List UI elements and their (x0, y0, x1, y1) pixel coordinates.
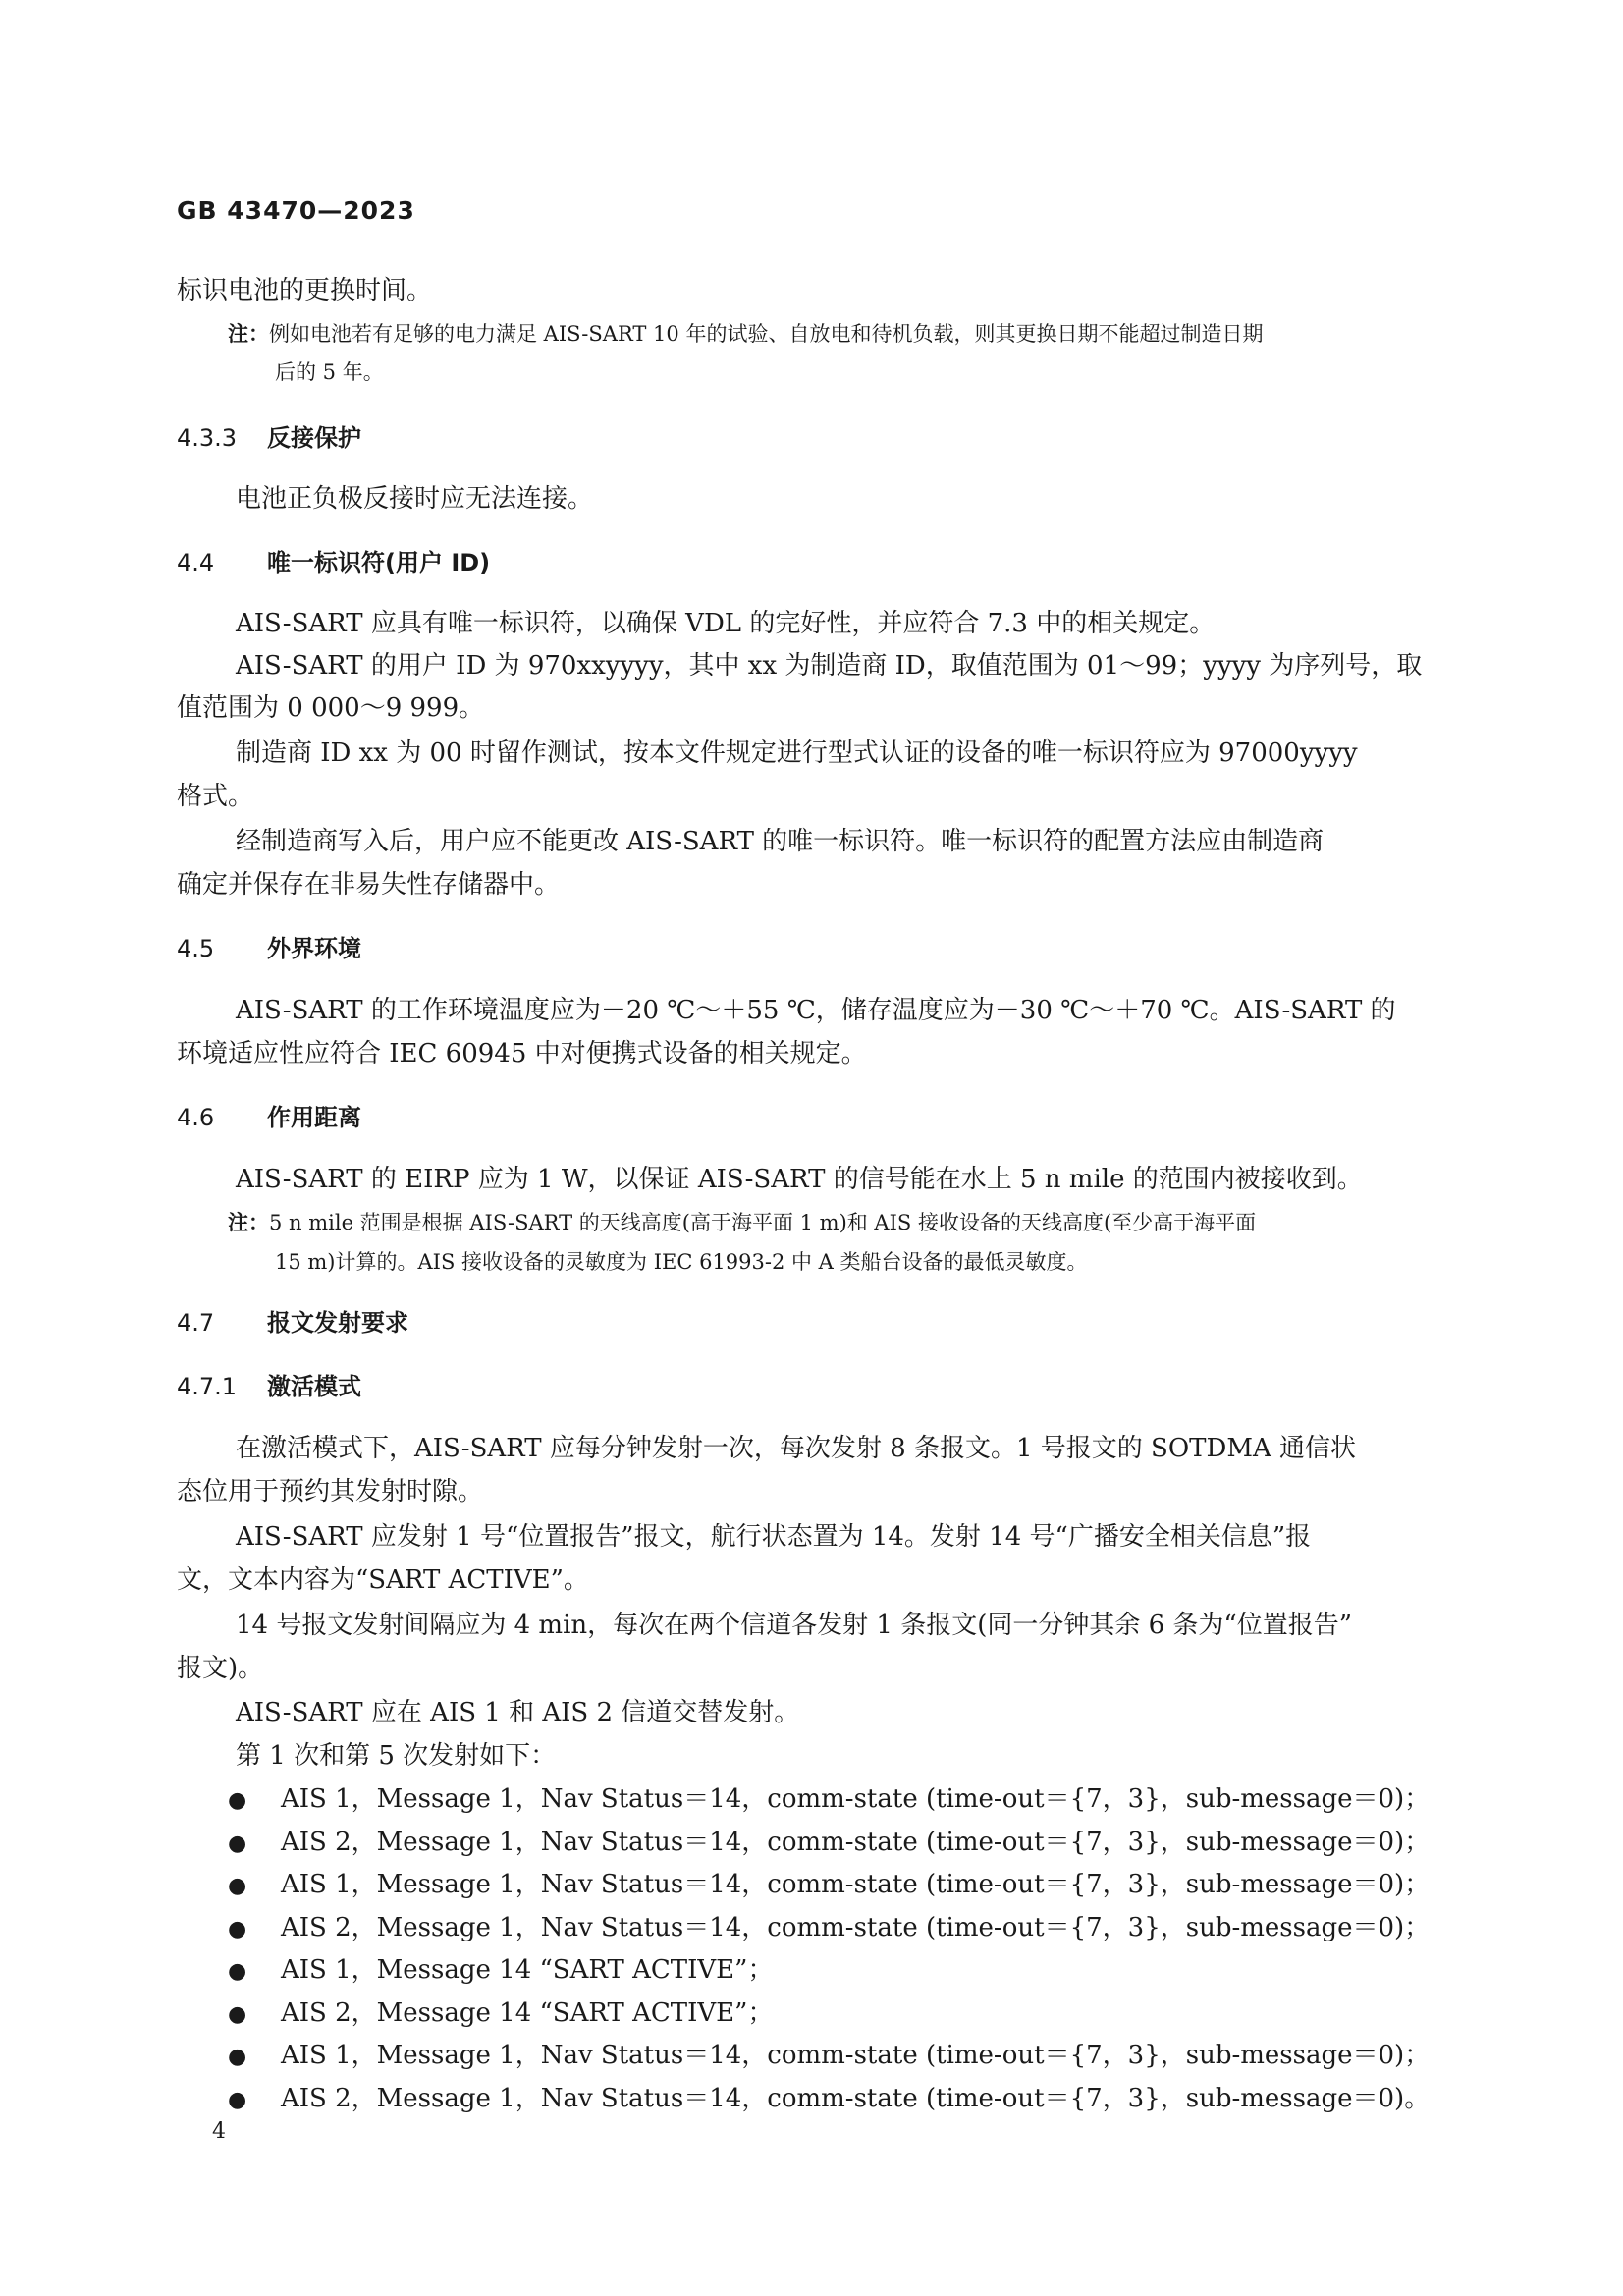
paragraph-line: 在激活模式下，AIS-SART 应每分钟发射一次，每次发射 8 条报文。1 号报文的 SOTDMA 通信状 (236, 1434, 1357, 1463)
bullet-icon: ● (228, 1874, 247, 1898)
note-text: 5 n mile 范围是根据 AIS-SART 的天线高度(高于海平面 1 m)和 AIS 接收设备的天线高度(至少高于海平面 (269, 1211, 1257, 1234)
paragraph-line: 14 号报文发射间隔应为 4 min，每次在两个信道各发射 1 条报文(同一分钟其余 6 条为“位置报告” (236, 1611, 1353, 1640)
list-item-text: AIS 2，Message 1，Nav Status＝14，comm-state (time-out＝{7，3}，sub-message＝0)； (281, 1913, 1431, 1942)
section-heading-4-6 (177, 1102, 361, 1133)
section-title: 唯一标识符(用户 ID) (267, 549, 491, 576)
paragraph-line: AIS-SART 的用户 ID 为 970xxyyyy，其中 xx 为制造商 ID，取值范围为 01～99；yyyy 为序列号，取 (236, 651, 1423, 681)
paragraph-continuation: 标识电池的更换时间。 (177, 276, 433, 305)
section-title: 报文发射要求 (267, 1309, 408, 1337)
section-heading-4-4 (177, 547, 490, 578)
list-item (228, 1953, 773, 1989)
bullet-icon: ● (228, 2045, 247, 2069)
list-item-text: AIS 2，Message 1，Nav Status＝14，comm-state (time-out＝{7，3}，sub-message＝0)； (281, 1828, 1431, 1857)
bullet-icon: ● (228, 1831, 247, 1856)
bullet-icon: ● (228, 1917, 247, 1941)
paragraph: AIS-SART 应具有唯一标识符，以确保 VDL 的完好性，并应符合 7.3 中的相关规定。 (236, 609, 1216, 638)
list-item-text: AIS 1，Message 1，Nav Status＝14，comm-state (time-out＝{7，3}，sub-message＝0)； (281, 1784, 1431, 1814)
standard-code-header: GB 43470—2023 (177, 196, 415, 225)
list-item-text: AIS 2，Message 1，Nav Status＝14，comm-state (time-out＝{7，3}，sub-message＝0)。 (281, 2084, 1431, 2113)
section-heading-4-3-3 (177, 422, 361, 454)
note-label: 注： (228, 322, 269, 346)
bullet-icon: ● (228, 1788, 247, 1813)
bullet-icon: ● (228, 2088, 247, 2112)
list-item (228, 1826, 1430, 1861)
paragraph-line: 态位用于预约其发射时隙。 (177, 1477, 484, 1506)
note-text: 例如电池若有足够的电力满足 AIS-SART 10 年的试验、自放电和待机负载，则其更换日期不能超过制造日期 (269, 322, 1264, 346)
paragraph: 第 1 次和第 5 次发射如下： (236, 1741, 557, 1771)
section-number: 4.4 (177, 549, 215, 576)
list-item (228, 1782, 1430, 1818)
section-title: 作用距离 (267, 1104, 361, 1131)
paragraph: AIS-SART 应在 AIS 1 和 AIS 2 信道交替发射。 (236, 1698, 800, 1727)
section-heading-4-5 (177, 933, 361, 964)
paragraph-line: AIS-SART 应发射 1 号“位置报告”报文，航行状态置为 14。发射 14 号“广播安全相关信息”报 (236, 1522, 1312, 1552)
paragraph-line: 报文)。 (177, 1654, 264, 1683)
list-item-text: AIS 1，Message 1，Nav Status＝14，comm-state (time-out＝{7，3}，sub-message＝0)； (281, 1870, 1431, 1899)
section-number: 4.7.1 (177, 1373, 238, 1400)
section-heading-4-7 (177, 1307, 408, 1339)
note-1-line-2: 后的 5 年。 (275, 360, 384, 384)
list-item-text: AIS 1，Message 14 “SART ACTIVE”； (281, 1955, 774, 1985)
paragraph-line: 确定并保存在非易失性存储器中。 (177, 870, 561, 900)
list-item (228, 2082, 1430, 2117)
paragraph: 电池正负极反接时应无法连接。 (236, 484, 594, 514)
note-label: 注： (228, 1211, 269, 1234)
section-number: 4.7 (177, 1309, 215, 1337)
note-2-line-2: 15 m)计算的。AIS 接收设备的灵敏度为 IEC 61993-2 中 A 类船台设备的最低灵敏度。 (275, 1250, 1088, 1274)
list-item (228, 1911, 1430, 1946)
bullet-icon: ● (228, 1959, 247, 1984)
note-2-line-1 (228, 1208, 1256, 1237)
paragraph-line: 制造商 ID xx 为 00 时留作测试，按本文件规定进行型式认证的设备的唯一标识符应为 97000yyyy (236, 738, 1358, 768)
bullet-icon: ● (228, 2002, 247, 2027)
paragraph-line: 环境适应性应符合 IEC 60945 中对便携式设备的相关规定。 (177, 1039, 867, 1068)
note-1-line-1 (228, 319, 1263, 349)
list-item (228, 2039, 1430, 2074)
list-item-text: AIS 1，Message 1，Nav Status＝14，comm-state (time-out＝{7，3}，sub-message＝0)； (281, 2041, 1431, 2070)
paragraph-line: 经制造商写入后，用户应不能更改 AIS-SART 的唯一标识符。唯一标识符的配置方法应由制造商 (236, 827, 1325, 856)
paragraph-line: 格式。 (177, 782, 254, 811)
section-title: 激活模式 (267, 1373, 361, 1400)
paragraph-line: 值范围为 0 000～9 999。 (177, 693, 485, 723)
section-heading-4-7-1 (177, 1371, 361, 1402)
page-number: 4 (212, 2119, 226, 2144)
section-title: 反接保护 (267, 424, 361, 452)
section-number: 4.6 (177, 1104, 215, 1131)
paragraph-line: AIS-SART 的工作环境温度应为－20 ℃～＋55 ℃，储存温度应为－30 ℃～＋70 ℃。AIS-SART 的 (236, 996, 1396, 1025)
list-item (228, 1996, 773, 2032)
section-number: 4.5 (177, 935, 215, 962)
list-item-text: AIS 2，Message 14 “SART ACTIVE”； (281, 1998, 774, 2028)
section-number: 4.3.3 (177, 424, 238, 452)
paragraph: AIS-SART 的 EIRP 应为 1 W，以保证 AIS-SART 的信号能在水上 5 n mile 的范围内被接收到。 (236, 1165, 1363, 1194)
list-item (228, 1868, 1430, 1903)
section-title: 外界环境 (267, 935, 361, 962)
paragraph-line: 文，文本内容为“SART ACTIVE”。 (177, 1565, 589, 1595)
